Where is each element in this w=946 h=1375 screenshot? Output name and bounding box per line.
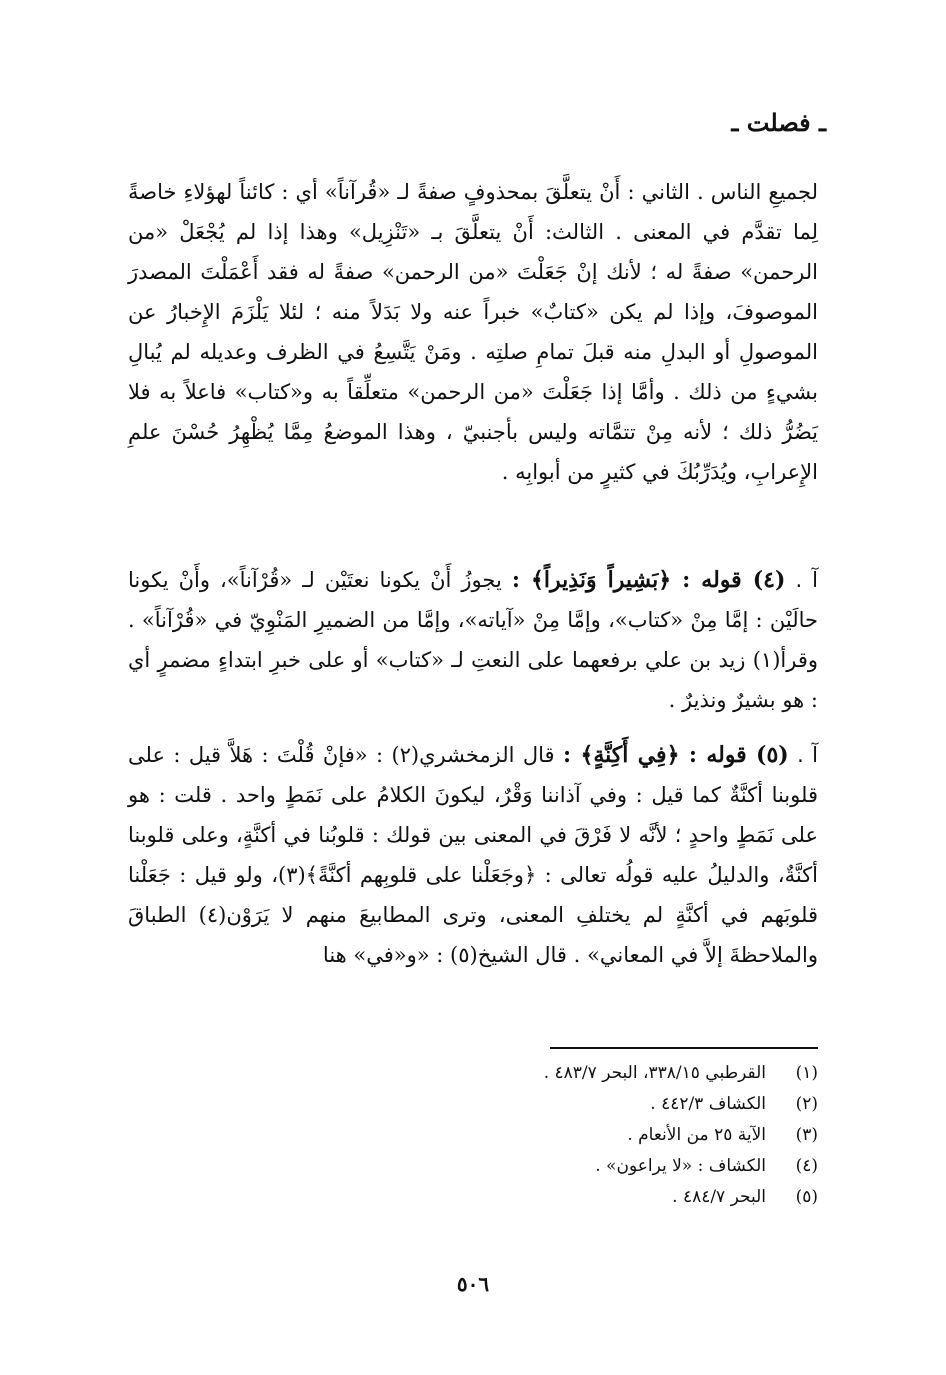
footnote-number: (٤) — [795, 1156, 818, 1176]
footnote-item — [128, 1120, 818, 1151]
footnote-number: (٢) — [795, 1094, 818, 1114]
paragraph-2 — [128, 560, 818, 720]
lemma-heading: (٤) قوله : ﴿بَشِيراً وَنَذِيراً﴾ : — [511, 567, 786, 593]
footnote-text: الكشاف ٤٤٢/٣ . — [650, 1094, 766, 1114]
footnote-divider — [550, 1047, 818, 1049]
footnote-item — [128, 1089, 818, 1120]
footnote-text: البحر ٤٨٤/٧ . — [672, 1187, 766, 1207]
footnote-text: الكشاف : «لا يراعون» . — [595, 1156, 766, 1176]
paragraph-text: يجوزُ أَنْ يكونا نعتَيْن لـ «قُرْآناً»، وأَنْ يكونا حالَيْن : إمَّا مِنْ «كتاب»، وإمَّا مِنْ «آياته»، وإمَّا من الضميرِ المَنْوِيّ في «قُرْآناً» . وقرأ(١) زيد بن علي برفعهما على النعتِ لـ «كتاب» أو على خبرِ ابتداءٍ مضمرٍ أي : هو بشيرٌ ونذيرٌ . — [128, 568, 818, 712]
paragraph-text: قال الزمخشري(٢) : «فإنْ قُلْتَ : هَلاَّ قيل : على قلوبنا أكنَّةٌ كما قيل : وفي آذاننا وَقْرٌ، ليكونَ الكلامُ على نَمَطٍ واحد . قلت : هو على نَمَطٍ واحدٍ ؛ لأنَّه لا فَرْقَ في المعنى بين قولك : قلوبُنا في أكنَّةٍ، وعلى قلوبنا أكنَّةٌ، والدليلُ عليه قولُه تعالى : ﴿وجَعَلْنا على قلوبِهم أكنَّةً﴾(٣)، ولو قيل : جَعَلْنا قلوبَهم في أكنَّةٍ لم يختلفِ المعنى، وترى المطابيعَ منهم لا يَرَوْن(٤) الطباقَ والملاحظةَ إلاَّ في المعاني» . قال الشيخ(٥) : «و«في» هنا — [128, 743, 819, 967]
verse-marker: آ . — [795, 568, 818, 592]
paragraph-3 — [128, 735, 818, 975]
footnotes-list — [128, 1058, 818, 1213]
running-header: ـ فصلت ـ — [731, 108, 826, 137]
footnote-item — [128, 1151, 818, 1182]
footnote-text: القرطبي ٣٣٨/١٥، البحر ٤٨٣/٧ . — [543, 1063, 766, 1083]
footnote-number: (٣) — [795, 1125, 818, 1145]
paragraph-1 — [128, 172, 818, 492]
footnote-number: (٥) — [795, 1187, 818, 1207]
verse-marker: آ . — [797, 743, 818, 767]
footnote-item — [128, 1058, 818, 1089]
footnote-number: (١) — [795, 1063, 818, 1083]
footnote-text: الآية ٢٥ من الأنعام . — [627, 1125, 766, 1145]
paragraph-text: لجميعِ الناس . الثاني : أَنْ يتعلَّقَ بمحذوفٍ صفةً لـ «قُرآناً» أي : كائناً لهؤلاءِ خاصةً لِما تقدَّم في المعنى . الثالث: أَنْ يتعلَّقَ بـ «تَنْزِيل» وهذا إذا لم يُجْعَلْ «من الرحمن» صفةً له ؛ لأنك إنْ جَعَلْتَ «من الرحمن» صفةً له فقد أَعْمَلْتَ المصدرَ الموصوفَ، وإذا لم يكن «كتابٌ» خبراً عنه ولا بَدَلاً منه ؛ لئلا يَلْزَمَ الإِخبارُ عن الموصولِ أو البدلِ منه قبلَ تمامِ صلتِه . ومَنْ يَتَّسِعُ في الظرف وعديله لم يُبالِ بشيءٍ من ذلك . وأمَّا إذا جَعَلْتَ «من الرحمن» متعلِّقاً به و«كتاب» فاعلاً به فلا يَضُرُّ ذلك ؛ لأنه مِنْ تتمَّاته وليس بأجنبيّ ، وهذا الموضعُ مِمَّا يُظْهِرُ حُسْنَ علمِ الإِعرابِ، ويُدَرِّبُكَ في كثيرٍ من أبوابِه . — [128, 180, 818, 484]
page-number: ٥٠٦ — [456, 1272, 490, 1296]
lemma-heading: (٥) قوله : ﴿فِي أَكِنَّةٍ﴾ : — [562, 742, 789, 768]
footnote-item — [128, 1182, 818, 1213]
